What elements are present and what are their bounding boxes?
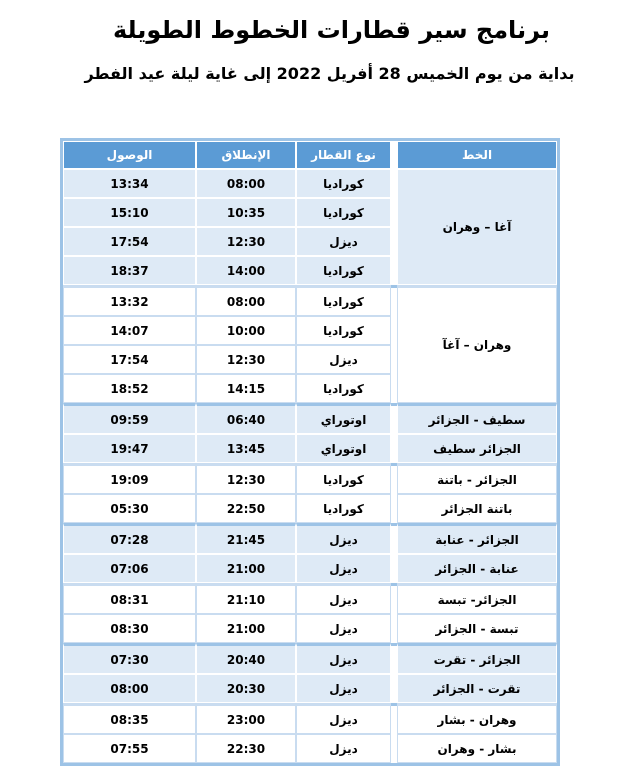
line-cell: وهران - بشار	[397, 703, 557, 734]
header-arrival: الوصول	[63, 141, 196, 169]
departure-cell: 08:00	[196, 285, 296, 316]
departure-cell: 10:35	[196, 198, 296, 227]
departure-cell: 20:30	[196, 674, 296, 703]
arrival-cell: 07:30	[63, 643, 196, 674]
table-row	[63, 614, 557, 643]
line-cell: الجزائر - باتنة	[397, 463, 557, 494]
arrival-cell: 09:59	[63, 403, 196, 434]
arrival-cell: 18:52	[63, 374, 196, 403]
train-type-cell: كوراديا	[296, 494, 391, 523]
train-type-cell: كوراديا	[296, 169, 391, 198]
arrival-cell: 08:31	[63, 583, 196, 614]
line-cell: سطيف - الجزائر	[397, 403, 557, 434]
line-cell: الجزائر - عنابة	[397, 523, 557, 554]
departure-cell: 22:30	[196, 734, 296, 763]
departure-cell: 21:00	[196, 614, 296, 643]
arrival-cell: 08:30	[63, 614, 196, 643]
table-row	[63, 463, 557, 494]
line-cell: آغا – وهران	[397, 169, 557, 285]
arrival-cell: 13:32	[63, 285, 196, 316]
train-type-cell: ديزل	[296, 614, 391, 643]
arrival-cell: 07:28	[63, 523, 196, 554]
departure-cell: 14:15	[196, 374, 296, 403]
table-header-row	[63, 141, 557, 169]
train-type-cell: ديزل	[296, 554, 391, 583]
departure-cell: 10:00	[196, 316, 296, 345]
train-type-cell: كوراديا	[296, 374, 391, 403]
arrival-cell: 05:30	[63, 494, 196, 523]
line-cell: باتنة الجزائر	[397, 494, 557, 523]
train-type-cell: ديزل	[296, 345, 391, 374]
table-row	[63, 169, 557, 198]
arrival-cell: 08:35	[63, 703, 196, 734]
header-line: الخط	[397, 141, 557, 169]
train-type-cell: كوراديا	[296, 285, 391, 316]
line-cell: تقرت - الجزائر	[397, 674, 557, 703]
table-row	[63, 285, 557, 316]
header-train-type: نوع القطار	[296, 141, 391, 169]
train-type-cell: اوتوراي	[296, 434, 391, 463]
arrival-cell: 15:10	[63, 198, 196, 227]
line-cell: تبسة - الجزائر	[397, 614, 557, 643]
departure-cell: 12:30	[196, 227, 296, 256]
line-cell: وهران – آغآ	[397, 285, 557, 403]
arrival-cell: 07:55	[63, 734, 196, 763]
table-row	[63, 494, 557, 523]
train-type-cell: ديزل	[296, 523, 391, 554]
line-cell: الجزائر- تبسة	[397, 583, 557, 614]
arrival-cell: 19:47	[63, 434, 196, 463]
table-row	[63, 554, 557, 583]
train-type-cell: ديزل	[296, 734, 391, 763]
table-row	[63, 703, 557, 734]
arrival-cell: 18:37	[63, 256, 196, 285]
departure-cell: 06:40	[196, 403, 296, 434]
line-cell: عنابة - الجزائر	[397, 554, 557, 583]
departure-cell: 21:45	[196, 523, 296, 554]
train-type-cell: كوراديا	[296, 256, 391, 285]
table-row	[63, 583, 557, 614]
train-type-cell: ديزل	[296, 703, 391, 734]
line-cell: الجزائر - تقرت	[397, 643, 557, 674]
page-title: برنامج سير قطارات الخطوط الطويلة	[112, 16, 551, 44]
departure-cell: 08:00	[196, 169, 296, 198]
arrival-cell: 17:54	[63, 227, 196, 256]
train-type-cell: ديزل	[296, 643, 391, 674]
arrival-cell: 07:06	[63, 554, 196, 583]
departure-cell: 21:00	[196, 554, 296, 583]
train-type-cell: ديزل	[296, 583, 391, 614]
table-row	[63, 674, 557, 703]
train-type-cell: كوراديا	[296, 198, 391, 227]
train-schedule-table	[60, 138, 560, 766]
train-type-cell: اوتوراي	[296, 403, 391, 434]
train-type-cell: كوراديا	[296, 316, 391, 345]
departure-cell: 21:10	[196, 583, 296, 614]
line-cell: بشار - وهران	[397, 734, 557, 763]
page-subtitle: بداية من يوم الخميس 28 أفريل 2022 إلى غاية ليلة عيد الفطر	[84, 64, 575, 83]
departure-cell: 20:40	[196, 643, 296, 674]
departure-cell: 23:00	[196, 703, 296, 734]
header-departure: الإنطلاق	[196, 141, 296, 169]
departure-cell: 13:45	[196, 434, 296, 463]
table-row	[63, 434, 557, 463]
table-row	[63, 523, 557, 554]
arrival-cell: 13:34	[63, 169, 196, 198]
train-type-cell: ديزل	[296, 227, 391, 256]
arrival-cell: 14:07	[63, 316, 196, 345]
train-type-cell: كوراديا	[296, 463, 391, 494]
table-row	[63, 643, 557, 674]
arrival-cell: 19:09	[63, 463, 196, 494]
departure-cell: 12:30	[196, 345, 296, 374]
table-row	[63, 403, 557, 434]
train-type-cell: ديزل	[296, 674, 391, 703]
departure-cell: 22:50	[196, 494, 296, 523]
arrival-cell: 17:54	[63, 345, 196, 374]
departure-cell: 12:30	[196, 463, 296, 494]
departure-cell: 14:00	[196, 256, 296, 285]
arrival-cell: 08:00	[63, 674, 196, 703]
line-cell: الجزائر سطيف	[397, 434, 557, 463]
